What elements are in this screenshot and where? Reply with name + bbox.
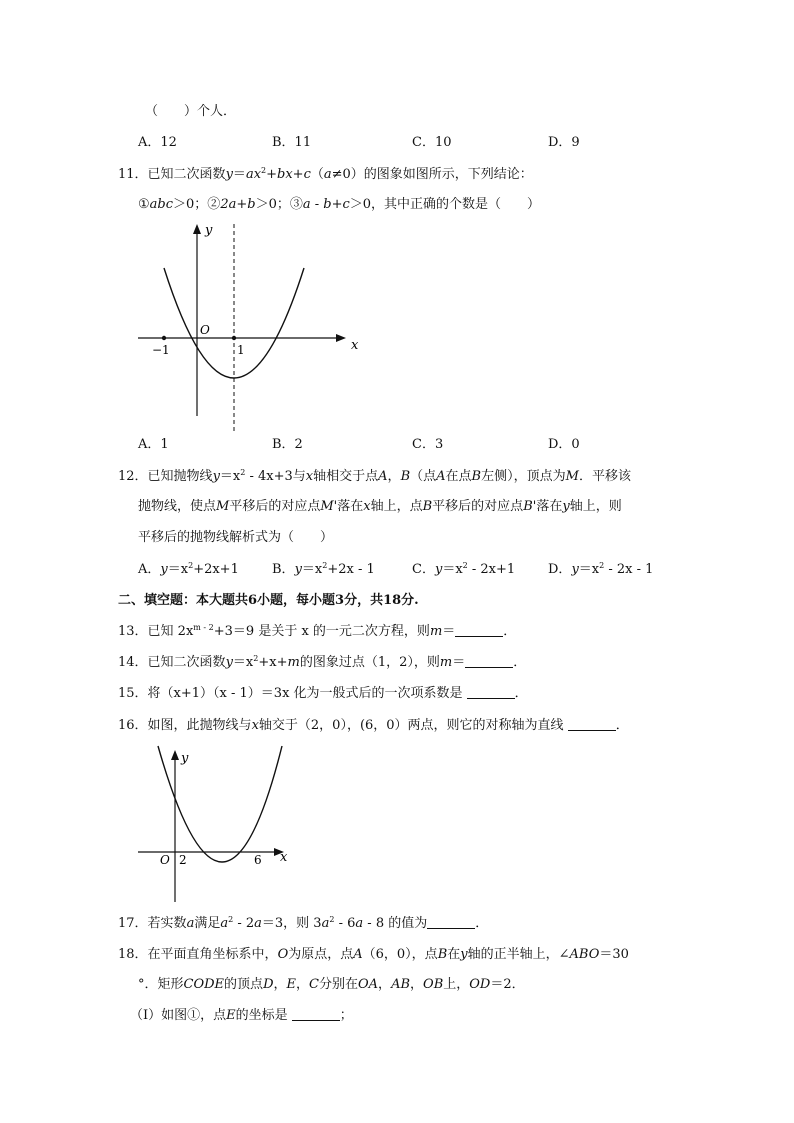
q16-x-label: x [280, 850, 288, 865]
q16-y-arrow [171, 750, 179, 760]
q11-one-label: 1 [237, 343, 245, 357]
q11-y-arrow [193, 224, 201, 234]
q15: 15．将（x+1）（x - 1）＝3x 化为一般式后的一次项系数是 ． [118, 686, 528, 701]
q12-line2: 抛物线，使点M平移后的对应点M'落在x轴上，点B平移后的对应点B'落在y轴上，则 [138, 499, 622, 514]
q12-line3: 平移后的抛物线解析式为（ ） [138, 530, 334, 545]
q16-six-label: 6 [254, 853, 262, 867]
q11-conclusions: ①abc＞0；②2a+b＞0；③a - b+c＞0，其中正确的个数是（ ） [138, 197, 541, 212]
q16-graph [130, 742, 300, 904]
q10-option-c: C．10 [412, 135, 452, 150]
q10-option-d: D．9 [548, 135, 580, 150]
q11-minus-one-label: −1 [152, 343, 170, 357]
q12-option-a: A．$y=x^2+2x+1$ [138, 561, 239, 577]
q18-line2: °．矩形CODE的顶点D，E，C分别在OA，AB，OB上，OD＝2． [138, 977, 525, 992]
section-2-title: 二、填空题：本大题共6小题，每小题3分，共18分. [118, 593, 419, 608]
q14-answer-blank[interactable] [465, 655, 513, 668]
q11-option-a: A．1 [138, 437, 169, 452]
q16: 16．如图，此抛物线与x轴交于（2，0），(6，0）两点，则它的对称轴为直线 ． [118, 718, 629, 733]
q12-option-d: D．$y=x^2 - 2x - 1$ [548, 561, 654, 577]
q11-y-label: y [205, 223, 213, 238]
q16-y-label: y [181, 751, 189, 766]
q17-answer-blank[interactable] [427, 916, 475, 929]
q11-x-label: x [351, 338, 359, 353]
q13-answer-blank[interactable] [455, 624, 503, 637]
q11-point-minus-one [162, 336, 166, 340]
q12-line1: 12．已知抛物线$y=x^2 - 4x+3$与x轴相交于点A，B（点A在点B左侧），顶点为M．平移该 [118, 468, 631, 484]
q11-x-arrow [336, 334, 346, 342]
q16-two-label: 2 [179, 853, 187, 867]
q18-line1: 18．在平面直角坐标系中，O为原点，点A（6，0），点B在y轴的正半轴上，∠ABO＝30 [118, 947, 629, 962]
q12-option-c: C．$y=x^2 - 2x+1$ [412, 561, 516, 577]
q12-option-b: B．$y=x^2+2x - 1$ [272, 561, 375, 577]
q18-sub1: （Ⅰ）如图①，点E的坐标是 ； [130, 1008, 353, 1023]
q13: 13．已知 $2x^{m - 2}+3=9$ 是关于 x 的一元二次方程，则m＝ ． [118, 623, 517, 639]
q11-option-b: B．2 [272, 437, 303, 452]
q11-option-c: C．3 [412, 437, 444, 452]
q10-option-b: B．11 [272, 135, 312, 150]
q16-origin-label: O [160, 853, 170, 867]
q11-stem: 11．已知二次函数$y=ax^2+bx+c(a\ne 0)$的图象如图所示，下列结论： [118, 166, 533, 182]
q11-origin-label: O [200, 323, 210, 337]
q16-answer-blank[interactable] [568, 718, 616, 731]
q10-option-a: A．12 [138, 135, 177, 150]
q18-sub1-answer-blank[interactable] [292, 1008, 340, 1021]
q16-parabola [158, 746, 282, 862]
q15-answer-blank[interactable] [467, 686, 515, 699]
q10-stem: （ ）个人． [145, 104, 237, 119]
q17: 17．若实数a满足$a^2 - 2a=3$，则 $3a^2 - 6a - 8$ 的值为 ． [118, 915, 489, 931]
q11-graph [130, 220, 370, 435]
q11-option-d: D．0 [548, 437, 580, 452]
q14: 14．已知二次函数$y=x^2+x+m$的图象过点（1，2），则m＝ ． [118, 654, 527, 670]
q11-point-one [232, 336, 236, 340]
